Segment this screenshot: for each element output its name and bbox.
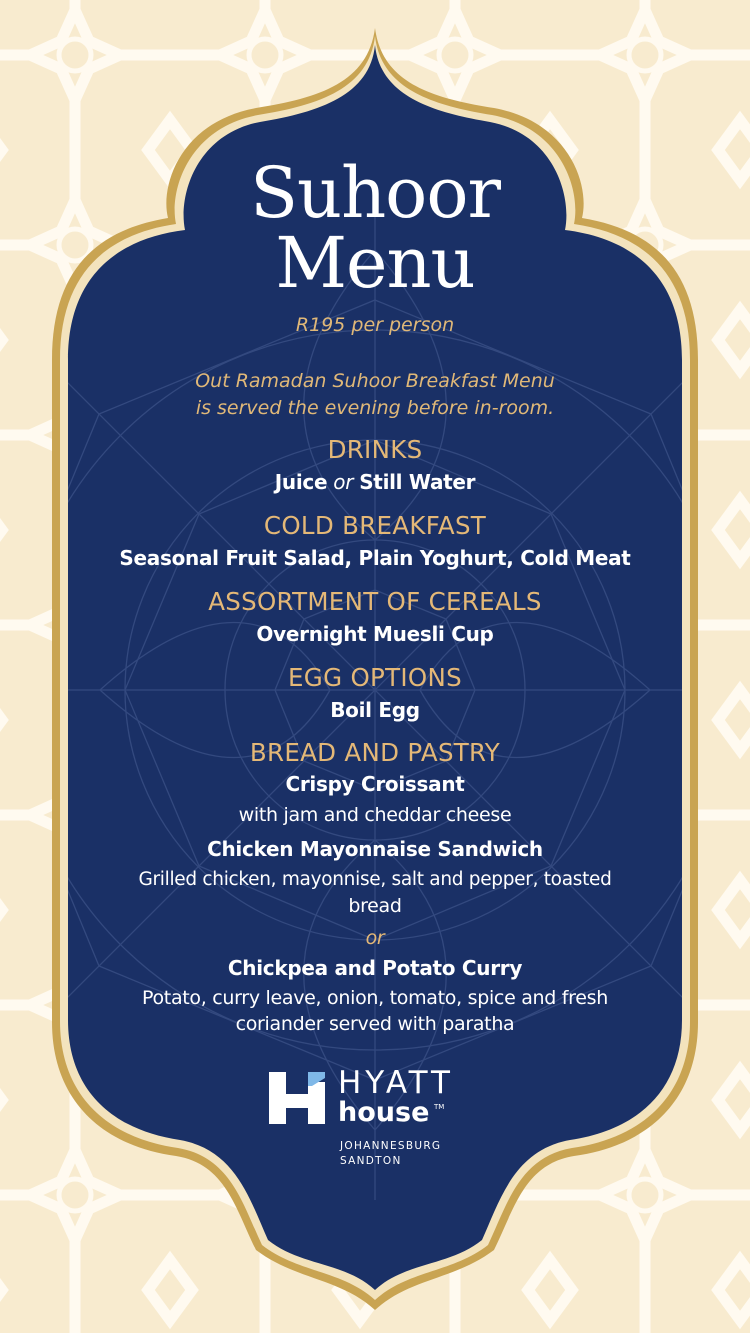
- price-label: R195 per person: [295, 314, 455, 336]
- drinks-item-juice: Juice: [274, 470, 328, 494]
- eggs-items: Boil Egg: [330, 698, 420, 722]
- curry-description-line2: coriander served with paratha: [235, 1013, 515, 1035]
- logo-sub-text: house: [338, 1097, 430, 1128]
- drinks-or: or: [333, 470, 354, 494]
- logo-brand-text: HYATT: [338, 1065, 454, 1101]
- section-title-cereals: ASSORTMENT OF CEREALS: [208, 587, 542, 616]
- logo-trademark: TM: [434, 1103, 445, 1111]
- cold-breakfast-items: Seasonal Fruit Salad, Plain Yoghurt, Cold Meat: [119, 546, 631, 570]
- croissant-name: Crispy Croissant: [285, 772, 465, 796]
- menu-title-line2: Menu: [275, 222, 475, 304]
- drinks-item-water: Still Water: [359, 470, 476, 494]
- sandwich-description-line2: bread: [348, 895, 402, 917]
- curry-name: Chickpea and Potato Curry: [227, 956, 523, 980]
- menu-note-line1: Out Ramadan Suhoor Breakfast Menu: [195, 370, 555, 392]
- section-title-bread: BREAD AND PASTRY: [249, 738, 501, 767]
- logo-area: SANDTON: [340, 1155, 402, 1167]
- croissant-description: with jam and cheddar cheese: [238, 804, 512, 826]
- hyatt-house-logo: [268, 1065, 488, 1168]
- sandwich-name: Chicken Mayonnaise Sandwich: [207, 837, 543, 861]
- menu-title-line1: Suhoor: [250, 152, 500, 234]
- curry-description-line1: Potato, curry leave, onion, tomato, spice and fresh: [141, 987, 609, 1009]
- logo-city: JOHANNESBURG: [340, 1140, 442, 1152]
- sandwich-description-line1: Grilled chicken, mayonnise, salt and pepper, toasted: [138, 869, 612, 890]
- cereals-items: Overnight Muesli Cup: [256, 622, 494, 646]
- section-title-eggs: EGG OPTIONS: [288, 663, 462, 692]
- section-title-cold-breakfast: COLD BREAKFAST: [263, 511, 487, 540]
- bread-or-separator: or: [365, 927, 385, 949]
- section-title-drinks: DRINKS: [327, 435, 423, 464]
- drinks-items: [75, 472, 675, 492]
- menu-note-line2: is served the evening before in-room.: [195, 397, 555, 419]
- hyatt-house-mark-icon: [268, 1068, 328, 1126]
